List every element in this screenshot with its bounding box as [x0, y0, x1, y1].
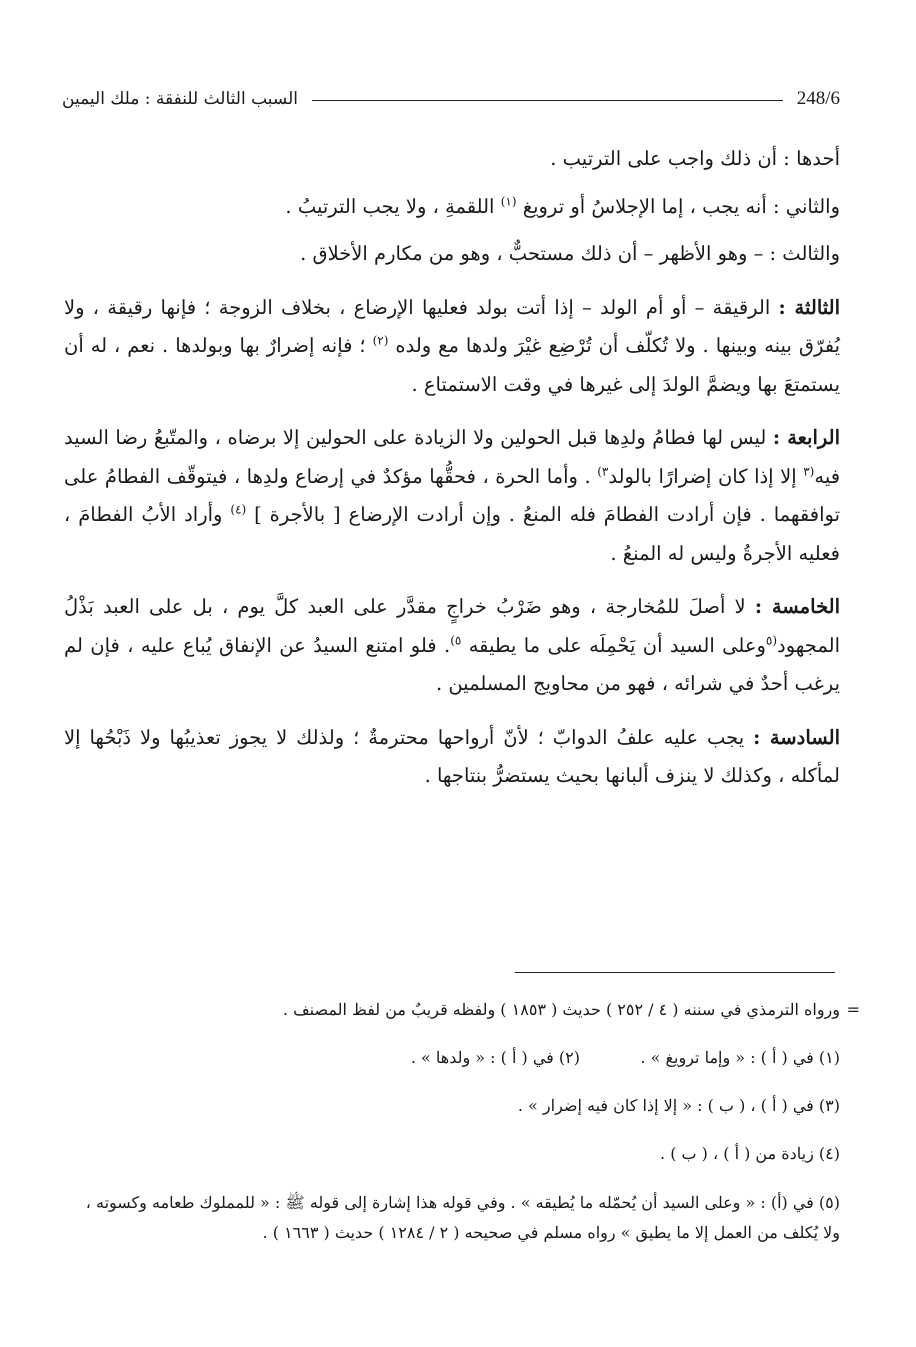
section-sixth-heading: السادسة :	[753, 725, 841, 749]
section-fourth-text-a: ليس لها فطامُ ولدِها قبل الحولين ولا الزيادة على الحولين إلا برضاه ، والمتّبعُ رضا السيد فيه	[64, 426, 841, 488]
footnote-5: (٥) في (أ) : « وعلى السيد أن يُحمّله ما يُطيقه » . وفي قوله هذا إشارة إلى قوله ﷺ : « للمملوك طعامه وكسوته ، ولا يُكلف من العمل إلا ما يطيق » رواه مسلم في صحيحه ( ٢ / ١٢٨٤ ) حديث ( ١٦٦٣ ) .	[85, 1193, 840, 1242]
section-fourth	[64, 419, 840, 573]
section-sixth	[64, 719, 840, 796]
paragraph-second-text-b: اللقمةِ ، ولا يجب الترتيبُ .	[285, 194, 495, 218]
paragraph-second-text-a: والثاني : أنه يجب ، إما الإجلاسُ أو ترويغ	[522, 194, 840, 218]
section-third	[64, 289, 840, 405]
footnote-row-1-2	[64, 1044, 840, 1072]
page-number: 248/6	[796, 88, 840, 109]
section-fifth-text-a: لا أصلَ للمُخارجة ، وهو ضَرْبُ خراجٍ مقدَّر على العبد كلَّ يوم ، بل على العبد بَذْلُ المجهود	[64, 595, 840, 657]
footnote-3: (٣) في ( أ ) ، ( ب ) : « إلا إذا كان فيه إضرار » .	[517, 1096, 840, 1115]
footnote-continuation-text: ورواه الترمذي في سننه ( ٤ / ٢٥٢ ) حديث ( ١٨٥٣ ) ولفظه قريبٌ من لفظ المصنف .	[282, 1000, 840, 1019]
footnote-ref-5-open: (٥	[765, 633, 778, 647]
paragraph-second	[64, 188, 840, 227]
footnote-continuation	[64, 996, 860, 1024]
footnote-ref-4: (٤)	[230, 502, 247, 517]
section-third-heading: الثالثة :	[778, 295, 840, 319]
footnote-separator	[515, 972, 835, 973]
paragraph-first-text: أحدها : أن ذلك واجب على الترتيب .	[550, 147, 840, 170]
header-rule	[312, 100, 783, 101]
footnotes	[64, 996, 860, 1248]
paragraph-third-opinion	[64, 235, 840, 274]
section-sixth-text: يجب عليه علفُ الدوابّ ؛ لأنّ أرواحها محترمةٌ ؛ ولذلك لا يجوز تعذيبُها ولا ذَبْحُها إلا لمأكله ، وكذلك لا ينزف ألبانها بحيث يستضرُّ بنتاجها .	[64, 725, 840, 787]
section-third-text-a: الرقيقة – أو أم الولد – إذا أتت بولد فعليها الإرضاع ، بخلاف الزوجة ؛ فإنها رقيقة ، ولا يُفرّق بينه وبينها . ولا تُكلّف أن تُرْضِع غيْرَ ولدها مع ولده	[64, 295, 840, 357]
section-fourth-text-d: وأراد الأبُ الفطامَ ، فعليه الأجرةُ وليس له المنعُ .	[64, 503, 840, 565]
section-fourth-text-c: . وأما الحرة ، فحقُّها مؤكدٌ في إرضاع ولدِها ، فيتوقّف الفطامُ على توافقهما . فإن أرادت الفطامَ فله المنعُ . وإن أرادت الإرضاع [ بالأجرة ]	[64, 464, 841, 526]
section-fourth-heading: الرابعة :	[772, 426, 841, 449]
section-fifth-text-b: وعلى السيد أن يَحْمِلَه على ما يطيقه	[468, 633, 766, 657]
paragraph-third-opinion-text: والثالث : – وهو الأظهر – أن ذلك مستحبٌّ ، وهو من مكارم الأخلاق .	[300, 242, 840, 265]
footnote-ref-5-close: ٥)	[450, 633, 462, 647]
footnote-4: (٤) زيادة من ( أ ) ، ( ب ) .	[660, 1144, 840, 1163]
paragraph-first	[64, 140, 840, 179]
section-fifth	[64, 588, 840, 704]
footnote-ref-3-close: ٣)	[597, 464, 609, 478]
section-fifth-heading: الخامسة :	[754, 595, 841, 618]
section-fourth-text-b: إلا إذا كان إضرارًا بالولد	[608, 464, 797, 488]
section-third-text-b: ؛ فإنه إضرارٌ بها وبولدها . نعم ، له أن يستمتعَ بها ويضمَّ الولدَ إلى غيرها في وقت الاستمتاع .	[64, 334, 840, 396]
footnote-ref-1: (١)	[500, 194, 517, 208]
main-text	[64, 140, 840, 796]
footnote-ref-3-open: (٣	[803, 464, 815, 478]
section-fifth-text-c: . فلو امتنع السيدُ عن الإنفاق يُباع عليه ، فإن لم يرغب أحدٌ في شرائه ، فهو من محاويج المسلمين .	[64, 633, 840, 695]
running-header	[62, 84, 840, 114]
footnote-1: (١) في ( أ ) : « وإما ترويغ » .	[640, 1048, 840, 1067]
footnote-2: (٢) في ( أ ) : « ولدها » .	[410, 1048, 580, 1067]
footnote-ref-2: (٢)	[372, 333, 389, 348]
running-title: السبب الثالث للنفقة : ملك اليمين	[62, 89, 298, 109]
continuation-mark: =	[846, 1000, 860, 1019]
